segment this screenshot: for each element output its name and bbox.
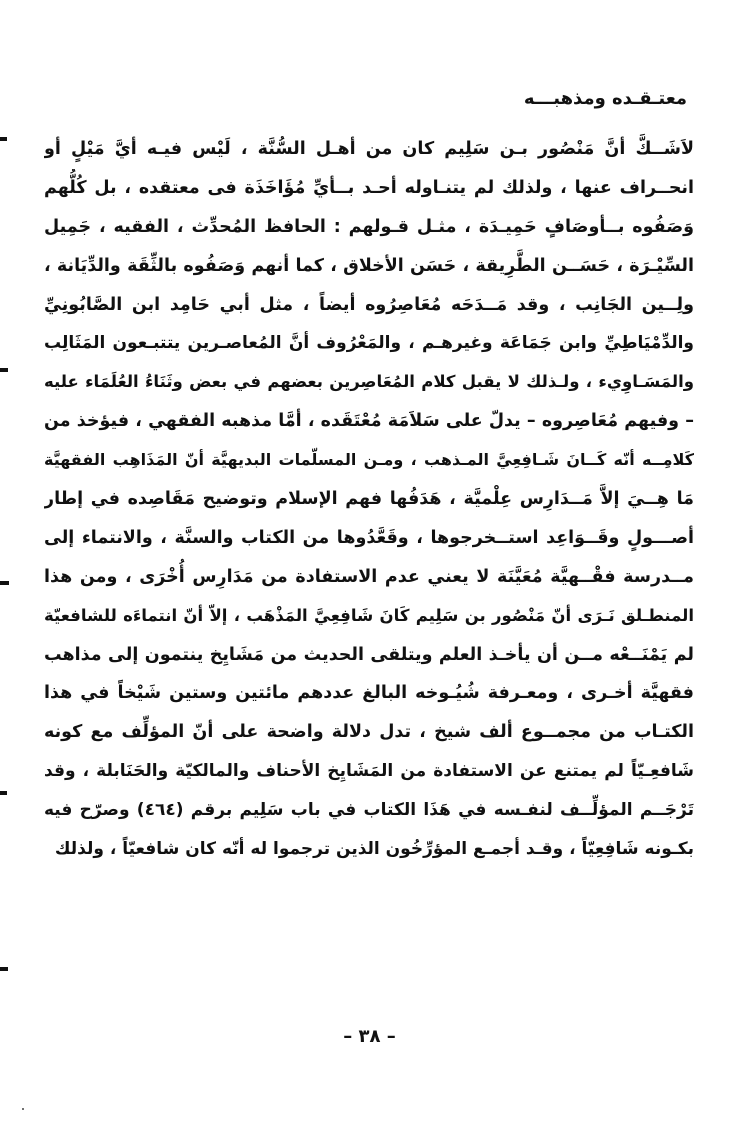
text-line: والدِّمْيَاطِيِّ وابن جَمَاعَة وغيرهـم ، والمَعْرُوف أنَّ المُعاصـرين يتتبـعون المَثَالِب (44, 333, 694, 354)
text-line: تَرْجَــم المؤلِّــف لنفـسه في هَذَا الكتاب في باب سَلِيم برقم (٤٦٤) وصرّح فيه (44, 800, 694, 821)
text-line: شَافعِـيّاً لم يمتنع عن الاستفادة من المَشَايِخ الأحناف والمالكيّة والحَنَابلة ، وقد (44, 761, 694, 782)
text-line: السِّيْـرَة ، حَسَــن الطَّرِيقة ، حَسَن الأخلاق ، كما أنهم وَصَفُوه بالثِّقَة والدِّيَانة ، (44, 255, 694, 276)
text-line: ولِــين الجَانِب ، وقد مَــدَحَه مُعَاصِرُوه أيضاً ، مثل أبي حَامِد ابن الصَّابُونِيِّ (44, 294, 694, 315)
text-line: كَلامِــه أنّه كَــانَ شَـافِعِيَّ المـذهب ، ومـن المسلّمات البديهيَّة أنّ المَذَاهِب الفقهيَّة (44, 450, 694, 470)
text-line: فقهيَّة أخـرى ، ومعـرفة شُيُـوخه البالغ عددهم مائتين وستين شَيْخاً في هذا (44, 683, 694, 704)
scan-edge-mark (0, 791, 7, 795)
section-heading: معتـقـده ومذهبـــه (523, 88, 687, 109)
text-line: مَا هِــيَ إلاَّ مَــدَارِس عِلْميَّة ، هَدَفُها فهم الإسلام وتوضيح مَقَاصِده في إطار (44, 489, 694, 510)
text-line: لم يَمْنَــعْه مــن أن يأخـذ العلم ويتلقى الحديث من مَشَايِخ ينتمون إلى مذاهب (44, 644, 694, 665)
text-line: الكتـاب من مجمــوع ألف شيخ ، تدل دلالة واضحة على أنّ المؤلِّف مع كونه (44, 722, 694, 743)
text-line: وَصَفُوه بــأوصَافٍ حَمِيـدَة ، مثـل قـولهم : الحافظ المُحدِّث ، الفقيه ، جَمِيل (44, 216, 694, 237)
text-line: انحــراف عنها ، ولذلك لم يتنـاوله أحـد بــأيِّ مُؤَاخَذَة فى معتقده ، بل كُلُّهم (44, 177, 694, 198)
page-number: – ٣٨ – (343, 1026, 396, 1047)
text-line: بكـونه شَافِعِيّاً ، وقـد أجمـع المؤرِّخُون الذين ترجموا له أنّه كان شافعيّاً ، ولذلك (54, 839, 694, 860)
scan-edge-mark (0, 368, 8, 372)
text-line: مــدرسة فقْــهيَّة مُعَيَّنَة لا يعني عدم الاستفادة من مَدَارِس أُخْرَى ، ومن هذا (44, 566, 694, 587)
scan-edge-mark (0, 581, 9, 585)
scan-speck (22, 1108, 24, 1110)
text-line: المنطـلق نَـرَى أنّ مَنْصُور بن سَلِيم كَانَ شَافِعِيَّ المَذْهَب ، إلاّ أنّ انتماءَه للشافعيّة (44, 605, 694, 625)
scan-edge-mark (0, 137, 7, 141)
text-line: – وفيهم مُعَاصِروه – يدلّ على سَلاَمَة مُعْتَقَده ، أمَّا مذهبه الفقهي ، فيؤخذ من (44, 411, 694, 432)
text-line: والمَسَـاوِيء ، ولـذلك لا يقبل كلام المُعَاصِرين بعضهم في بعض وثَنَاءُ العُلَمَاء عليه (44, 372, 694, 392)
body-text (44, 130, 694, 869)
scan-edge-mark (0, 967, 8, 971)
text-line: أصـــولٍ وقَــوَاعِد استــخرجوها ، وقَعَّدُوها من الكتاب والسنَّة ، والانتماء إلى (44, 527, 694, 548)
text-line: لاَشَــكَّ أنَّ مَنْصُور بـن سَلِيم كان من أهـل السُّنَّة ، لَيْس فيـه أيَّ مَيْلٍ أو (44, 139, 694, 159)
